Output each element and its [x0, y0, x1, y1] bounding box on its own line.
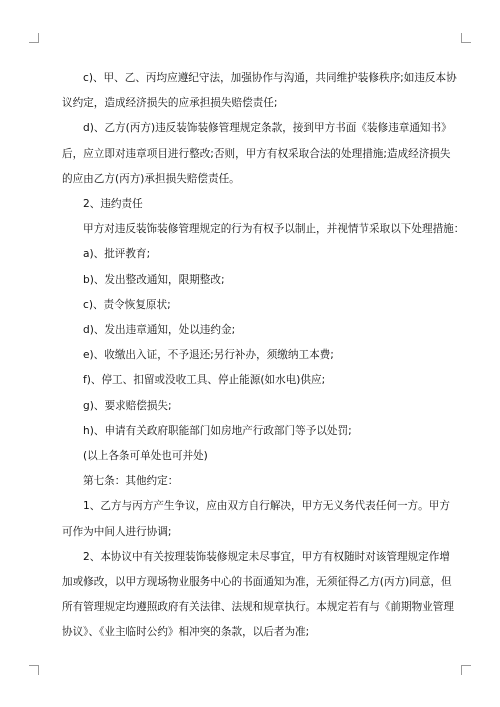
- text-line: d)、发出违章通知，处以违约金;: [83, 324, 236, 337]
- text-line: h)、申请有关政府职能部门如房地产行政部门等予以处罚;: [83, 424, 352, 437]
- text-line: (以上各条可单处也可并处): [83, 450, 208, 463]
- text-line: 第七条：其他约定：: [83, 475, 179, 488]
- text-line: 协议》、《业主临时公约》相冲突的条款，以后者为准;: [62, 626, 310, 639]
- crop-mark-bottom-left: [29, 665, 39, 675]
- crop-mark-top-right: [461, 33, 471, 43]
- text-line: 议约定，造成经济损失的应承担损失赔偿责任;: [62, 97, 278, 110]
- text-line: e)、收缴出入证，不予退还;另行补办，须缴纳工本费;: [83, 349, 334, 362]
- text-line: 2、本协议中有关按理装饰装修规定未尽事宜，甲方有权随时对该管理规定作增: [83, 550, 450, 563]
- text-line: 后，应立即对违章项目进行整改;否则，甲方有权采取合法的处理措施;造成经济损失: [62, 147, 451, 160]
- crop-mark-top-left: [29, 33, 39, 43]
- text-line: 可作为中间人进行协调;: [62, 525, 172, 538]
- text-line: 的应由乙方(丙方)承担损失赔偿责任。: [62, 172, 240, 185]
- text-line: 甲方对违反装饰装修管理规定的行为有权予以制止，并视情节采取以下处理措施：: [83, 223, 465, 236]
- text-line: b)、发出整改通知，限期整改;: [83, 273, 225, 286]
- text-line: g)、要求赔偿损失;: [83, 399, 172, 412]
- text-line: f)、停工、扣留或没收工具、停止能源(如水电)供应;: [83, 374, 326, 387]
- text-line: c)、责令恢复原状;: [83, 298, 171, 311]
- document-body: [62, 66, 465, 646]
- text-line: 1、乙方与丙方产生争议，应由双方自行解决，甲方无义务代表任何一方。甲方: [83, 500, 450, 513]
- text-line: a)、批评教育;: [83, 248, 151, 261]
- text-line: 2、违约责任: [83, 198, 143, 211]
- text-line: d)、乙方(丙方)违反装饰装修管理规定条款，接到甲方书面《装修违章通知书》: [83, 122, 452, 135]
- text-line: c)、甲、乙、丙均应遵纪守法，加强协作与沟通，共同维护装修秩序;如违反本协: [83, 72, 457, 84]
- crop-mark-bottom-right: [461, 665, 471, 675]
- text-line: 所有管理规定均遵照政府有关法律、法规和规章执行。本规定若有与《前期物业管理: [62, 601, 454, 614]
- text-line: 加或修改，以甲方现场物业服务中心的书面通知为准，无须征得乙方(丙方)同意，但: [62, 576, 452, 589]
